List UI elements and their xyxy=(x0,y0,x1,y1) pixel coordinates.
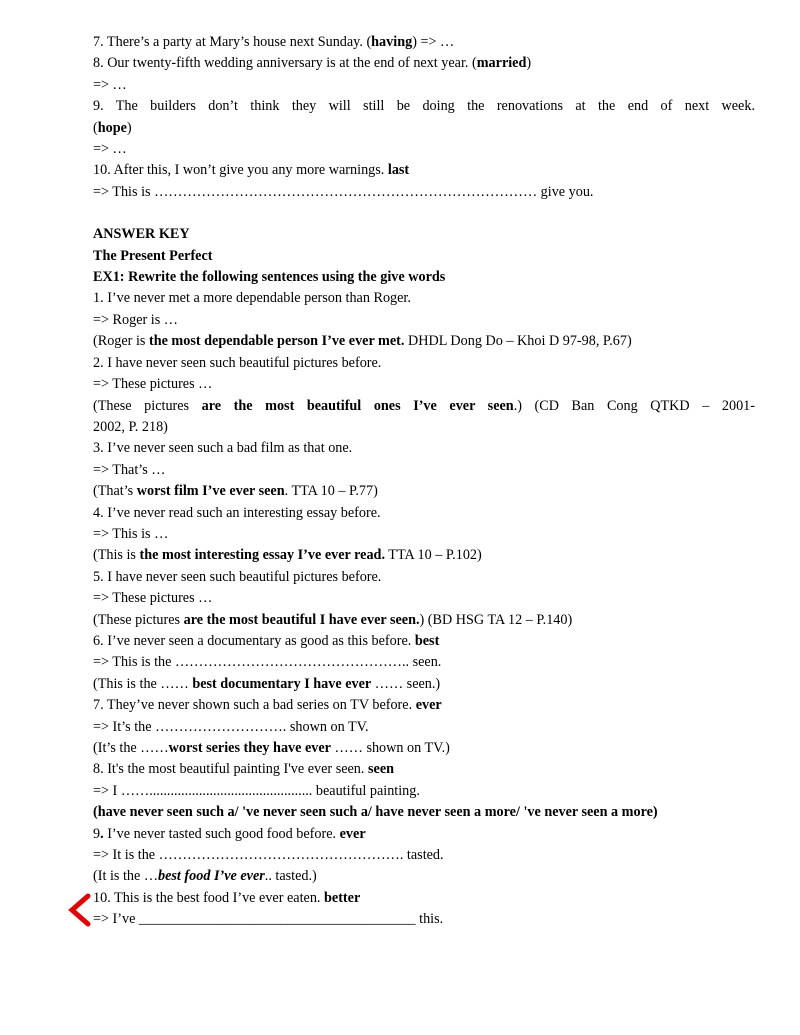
answer-9 xyxy=(93,866,755,887)
question-text: 6. I’ve never seen a documentary as good as this before. xyxy=(93,632,415,649)
arrow-stroke xyxy=(72,896,88,924)
answer-6 xyxy=(93,674,755,695)
answer-2-cont: 2002, P. 218) xyxy=(93,418,168,435)
answer-key-heading: ANSWER KEY xyxy=(93,226,190,243)
question-dot: . xyxy=(100,825,104,842)
answer-prompt-9: => … xyxy=(93,141,127,158)
question-text: 10. This is the best food I’ve ever eaten. xyxy=(93,889,325,906)
keyword: ever xyxy=(415,697,442,714)
prompt-1: => Roger is … xyxy=(93,311,178,328)
sentence-text: ) xyxy=(526,55,532,72)
document-page xyxy=(93,32,755,931)
sentence-text: ) xyxy=(126,119,132,136)
answer-bold: worst series they have ever xyxy=(168,740,331,756)
question-text: 7. They’ve never shown such a bad series on TV before. xyxy=(93,697,416,714)
prompt-7: => It’s the ………………………. shown on TV. xyxy=(93,718,369,735)
spacer xyxy=(93,203,755,224)
prompt-6: => This is the ………………………………………….. seen. xyxy=(93,654,442,671)
question-8 xyxy=(93,759,755,780)
answer-text: …… seen.) xyxy=(371,675,441,692)
answer-bold-italic: best food I’ve ever xyxy=(158,868,265,885)
answer-1 xyxy=(93,331,755,352)
question-2: 2. I have never seen such beautiful pictures before. xyxy=(93,354,382,371)
keyword: ever xyxy=(339,825,366,842)
answer-bold: are the most beautiful I have ever seen. xyxy=(183,611,420,628)
prompt-10: => I’ve _______________________________________ this. xyxy=(93,911,444,928)
exercise-line-9-cont xyxy=(93,118,755,139)
keyword: married xyxy=(476,55,527,72)
answer-8 xyxy=(93,802,755,823)
answer-4 xyxy=(93,545,755,566)
question-6 xyxy=(93,631,755,652)
answer-text: (Roger is xyxy=(93,333,149,350)
section-heading: The Present Perfect xyxy=(93,247,213,264)
answer-prompt-10: => This is ……………………………………………………………………… give you. xyxy=(93,183,594,200)
answer-text: (That’s xyxy=(93,483,137,500)
prompt-5: => These pictures … xyxy=(93,590,213,607)
prompt-9: => It is the ……………………………………………. tasted. xyxy=(93,847,444,864)
prompt-8: => I …….............................................. beautiful painting. xyxy=(93,782,420,799)
answer-source: DHDL Dong Do – Khoi D 97-98, P.67) xyxy=(404,333,632,350)
question-7 xyxy=(93,695,755,716)
answer-bold: worst film I’ve ever seen xyxy=(136,483,285,500)
sentence-text: ( xyxy=(93,119,98,136)
answer-text: (This is the …… xyxy=(93,675,193,692)
answer-source: ) (BD HSG TA 12 – P.140) xyxy=(419,611,573,628)
question-text: 8. It's the most beautiful painting I've ever seen. xyxy=(93,761,368,778)
keyword: hope xyxy=(97,119,127,136)
sentence-text: ) => … xyxy=(412,34,455,50)
answer-source: TTA 10 – P.102) xyxy=(385,547,482,564)
question-4: 4. I’ve never read such an interesting essay before. xyxy=(93,504,381,521)
answer-text: (It is the … xyxy=(93,868,159,885)
answer-bold: (have never seen such a/ 've never seen such a/ have never seen a more/ 've never seen a more) xyxy=(93,804,658,821)
answer-bold: are the most beautiful ones I’ve ever seen xyxy=(201,397,514,414)
question-1: 1. I’ve never met a more dependable person than Roger. xyxy=(93,290,411,307)
answer-prompt-8: => … xyxy=(93,76,127,93)
prompt-4: => This is … xyxy=(93,525,169,542)
answer-2 xyxy=(93,396,755,417)
exercise-line-8 xyxy=(93,53,755,74)
red-arrow-marker-icon xyxy=(66,893,92,927)
exercise-line-9: 9. The builders don’t think they will still be doing the renovations at the end of next week. xyxy=(93,98,755,115)
keyword: better xyxy=(324,889,361,906)
keyword: seen xyxy=(368,761,395,778)
answer-5 xyxy=(93,610,755,631)
question-9 xyxy=(93,824,755,845)
answer-7 xyxy=(93,738,755,759)
answer-source: . TTA 10 – P.77) xyxy=(284,483,378,500)
exercise-line-10 xyxy=(93,160,755,181)
exercise-heading: EX1: Rewrite the following sentences using the give words xyxy=(93,269,446,286)
answer-bold: the most dependable person I’ve ever met. xyxy=(148,333,405,350)
answer-source: .) (CD Ban Cong QTKD – 2001- xyxy=(513,397,756,414)
keyword: best xyxy=(414,632,440,649)
answer-text: (These pictures xyxy=(93,397,202,414)
answer-bold: best documentary I have ever xyxy=(192,675,372,692)
answer-text: (This is xyxy=(93,547,140,564)
sentence-text: 8. Our twenty-fifth wedding anniversary is at the end of next year. ( xyxy=(93,55,477,72)
keyword: having xyxy=(371,34,413,50)
answer-bold: the most interesting essay I’ve ever read. xyxy=(139,547,385,564)
answer-text: …… shown on TV.) xyxy=(330,740,450,756)
keyword: last xyxy=(387,162,410,179)
sentence-text: 7. There’s a party at Mary’s house next Sunday. ( xyxy=(93,34,372,50)
question-text: I’ve never tasted such good food before. xyxy=(103,825,340,842)
question-number: 9 xyxy=(93,825,101,842)
answer-text: .. tasted.) xyxy=(264,868,317,885)
question-10 xyxy=(93,888,755,909)
answer-3 xyxy=(93,481,755,502)
sentence-text: 10. After this, I won’t give you any more warnings. xyxy=(93,162,388,179)
question-5: 5. I have never seen such beautiful pictures before. xyxy=(93,568,382,585)
prompt-2: => These pictures … xyxy=(93,376,213,393)
prompt-3: => That’s … xyxy=(93,461,166,478)
exercise-line-7 xyxy=(93,32,755,53)
question-3: 3. I’ve never seen such a bad film as that one. xyxy=(93,440,353,457)
answer-text: (It’s the …… xyxy=(93,740,169,756)
answer-text: (These pictures xyxy=(93,611,184,628)
